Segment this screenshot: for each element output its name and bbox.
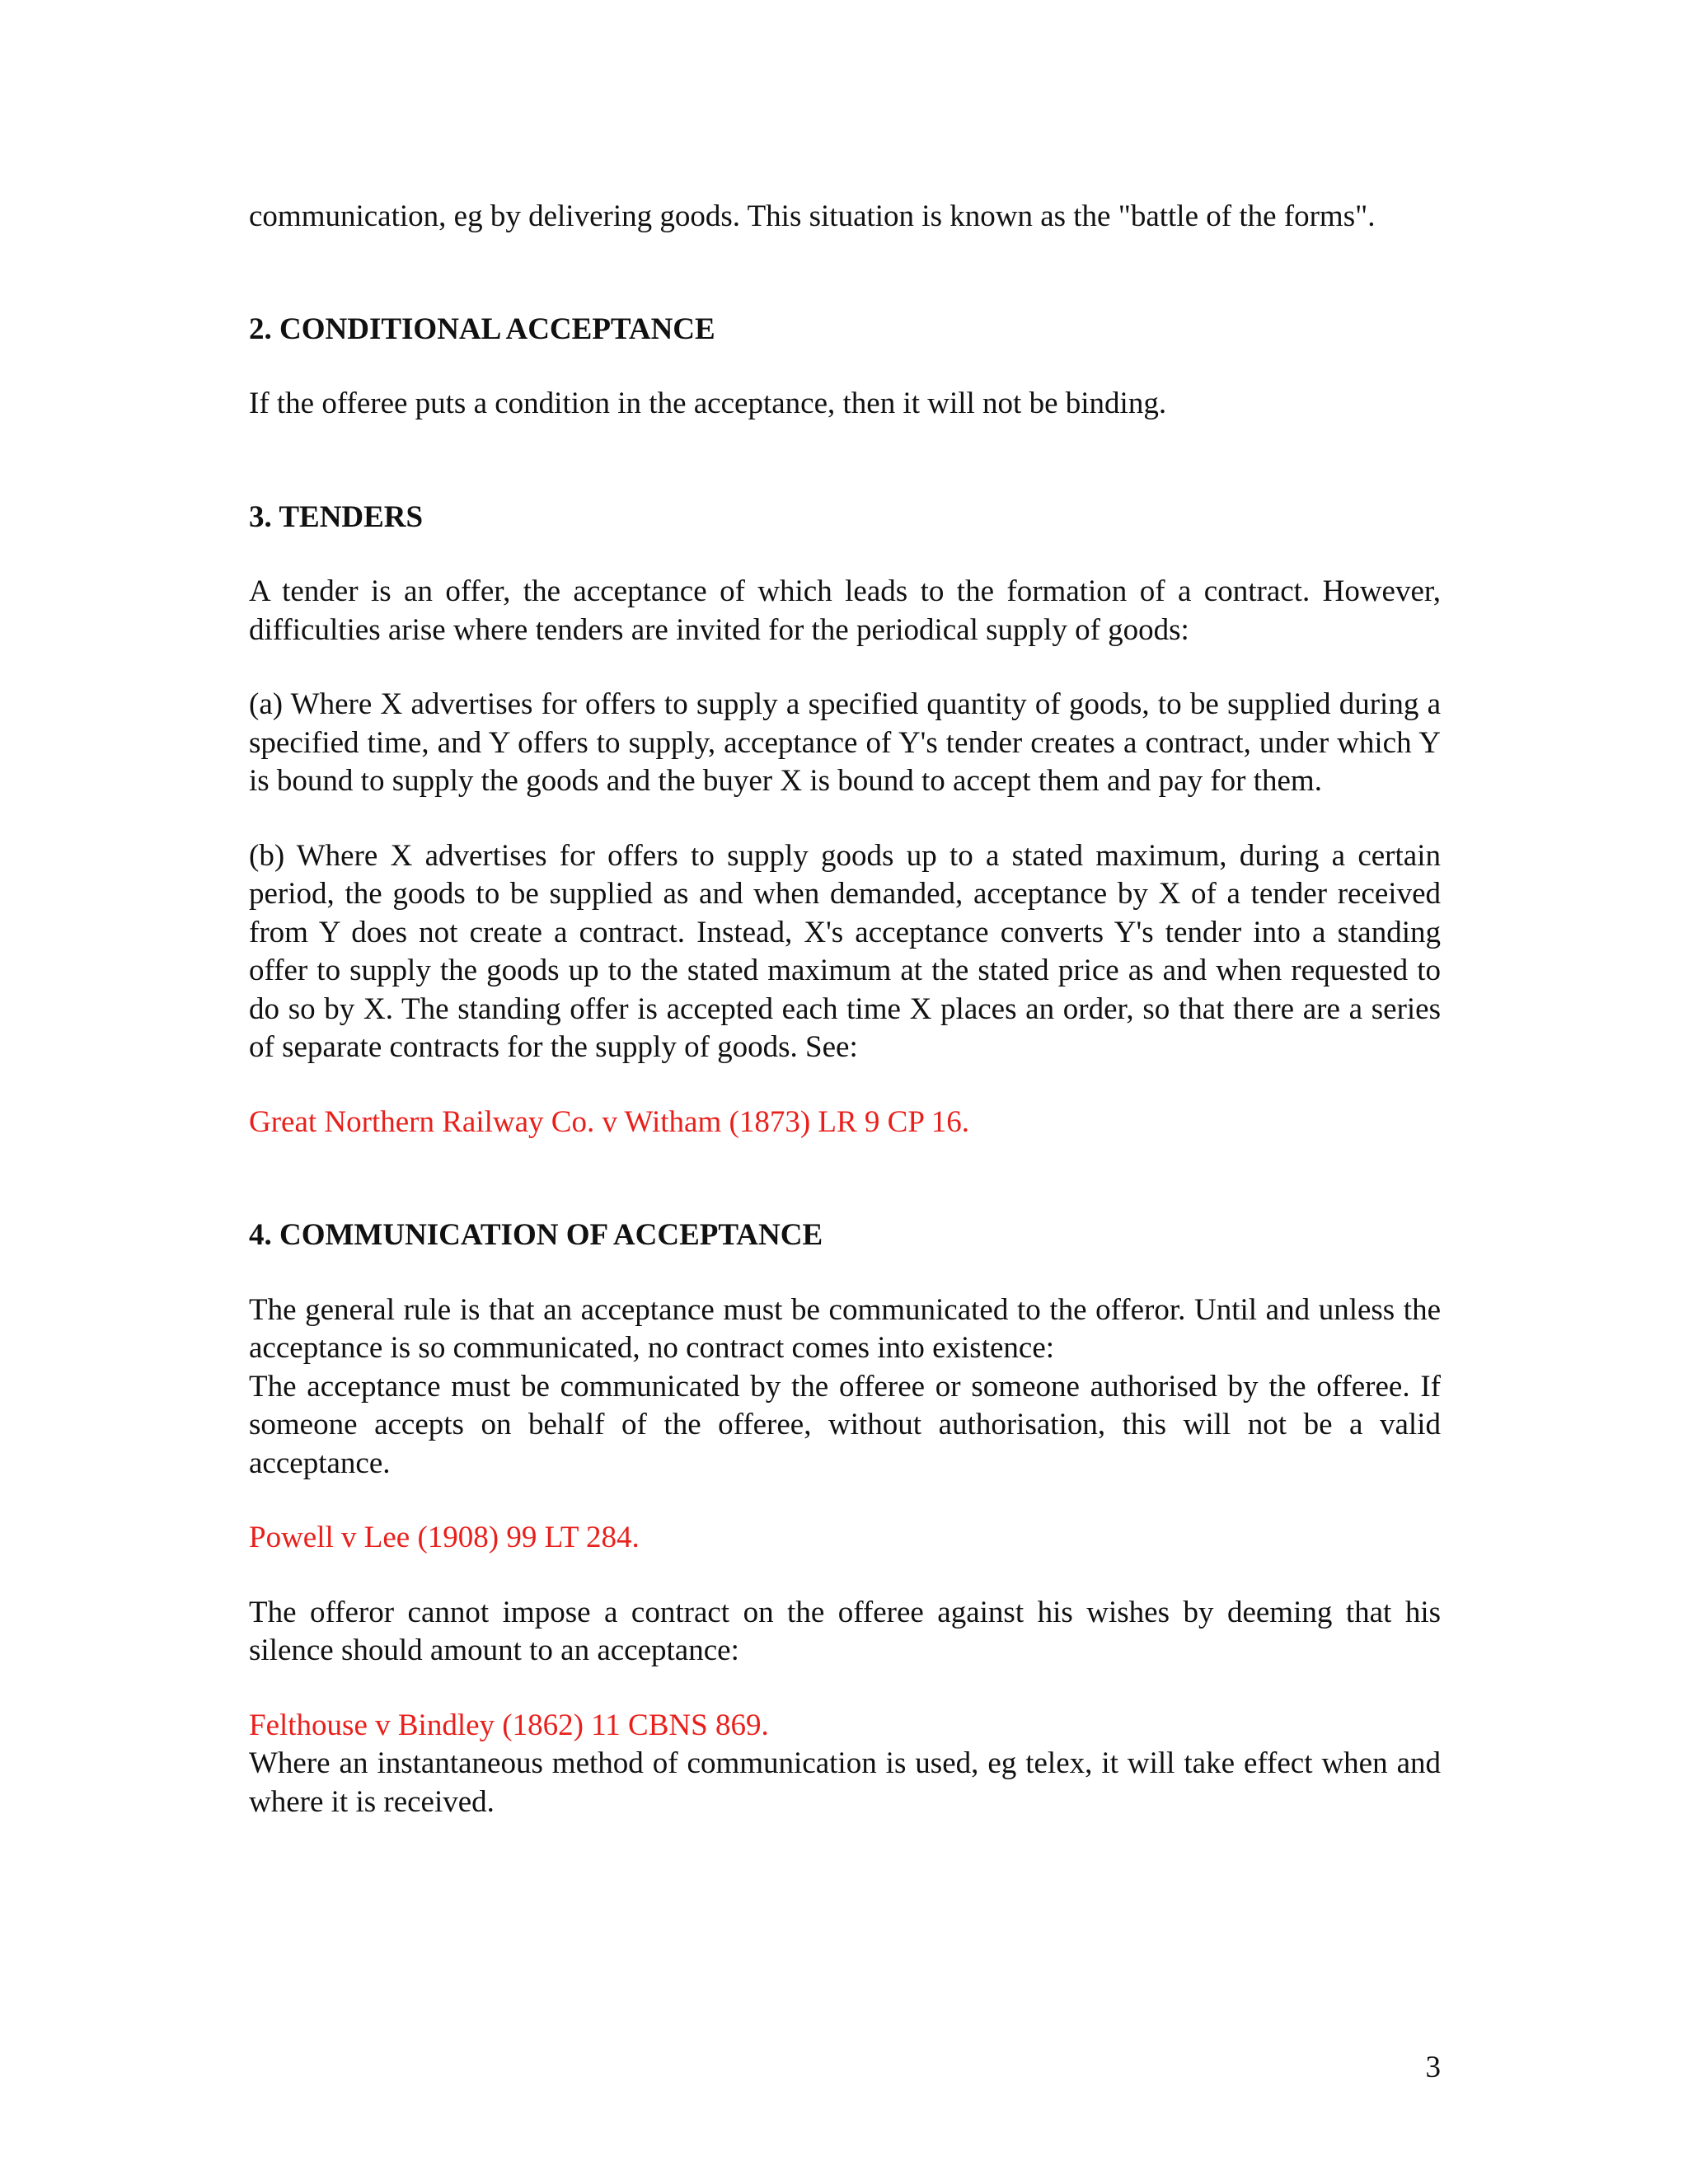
heading-conditional-acceptance: 2. CONDITIONAL ACCEPTANCE: [249, 312, 715, 346]
document-page: [249, 198, 1441, 1821]
page-number: 3: [1425, 2050, 1441, 2084]
paragraph-general-rule: The general rule is that an acceptance must be communicated to the offeror. Until and unless the acceptance is so communicated, no contract comes into existence:: [249, 1292, 1441, 1365]
paragraph-silence: The offeror cannot impose a contract on the offeree against his wishes by deeming that his silence should amount to an acceptance:: [249, 1595, 1441, 1667]
paragraph-battle-of-forms: communication, eg by delivering goods. This situation is known as the "battle of the forms".: [249, 199, 1376, 233]
heading-tenders: 3. TENDERS: [249, 499, 424, 534]
citation-powell-v-lee: Powell v Lee (1908) 99 LT 284.: [249, 1521, 640, 1554]
paragraph-tender-b: (b) Where X advertises for offers to supply goods up to a stated maximum, during a certain period, the goods to be supplied as and when demanded, acceptance by X of a tender received from Y does not create a contract. Instead, X's acceptance converts Y's tender into a standing offer to supply the goods up to the stated maximum at the stated price as and when requested to do so by X. The standing offer is accepted each time X places an order, so that there are a series of separate contracts for the supply of goods. See:: [249, 838, 1441, 1064]
citation-felthouse-v-bindley: Felthouse v Bindley (1862) 11 CBNS 869.: [249, 1708, 769, 1742]
citation-great-northern-railway: Great Northern Railway Co. v Witham (1873) LR 9 CP 16.: [249, 1104, 970, 1139]
paragraph-instantaneous-communication: Where an instantaneous method of communication is used, eg telex, it will take effect when and where it is received.: [249, 1746, 1441, 1819]
paragraph-tender-definition: A tender is an offer, the acceptance of which leads to the formation of a contract. However, difficulties arise where tenders are invited for the periodical supply of goods:: [249, 574, 1441, 647]
paragraph-tender-a: (a) Where X advertises for offers to supply a specified quantity of goods, to be supplied during a specified time, and Y offers to supply, acceptance of Y's tender creates a contract, under which Y is bound to supply the goods and the buyer X is bound to accept them and pay for them.: [249, 687, 1441, 798]
heading-communication-of-acceptance: 4. COMMUNICATION OF ACCEPTANCE: [249, 1218, 823, 1252]
paragraph-conditional-acceptance: If the offeree puts a condition in the acceptance, then it will not be binding.: [249, 387, 1167, 420]
paragraph-authorised-communication: The acceptance must be communicated by the offeree or someone authorised by the offeree. If someone accepts on behalf of the offeree, without authorisation, this will not be a valid acceptance.: [249, 1369, 1441, 1480]
